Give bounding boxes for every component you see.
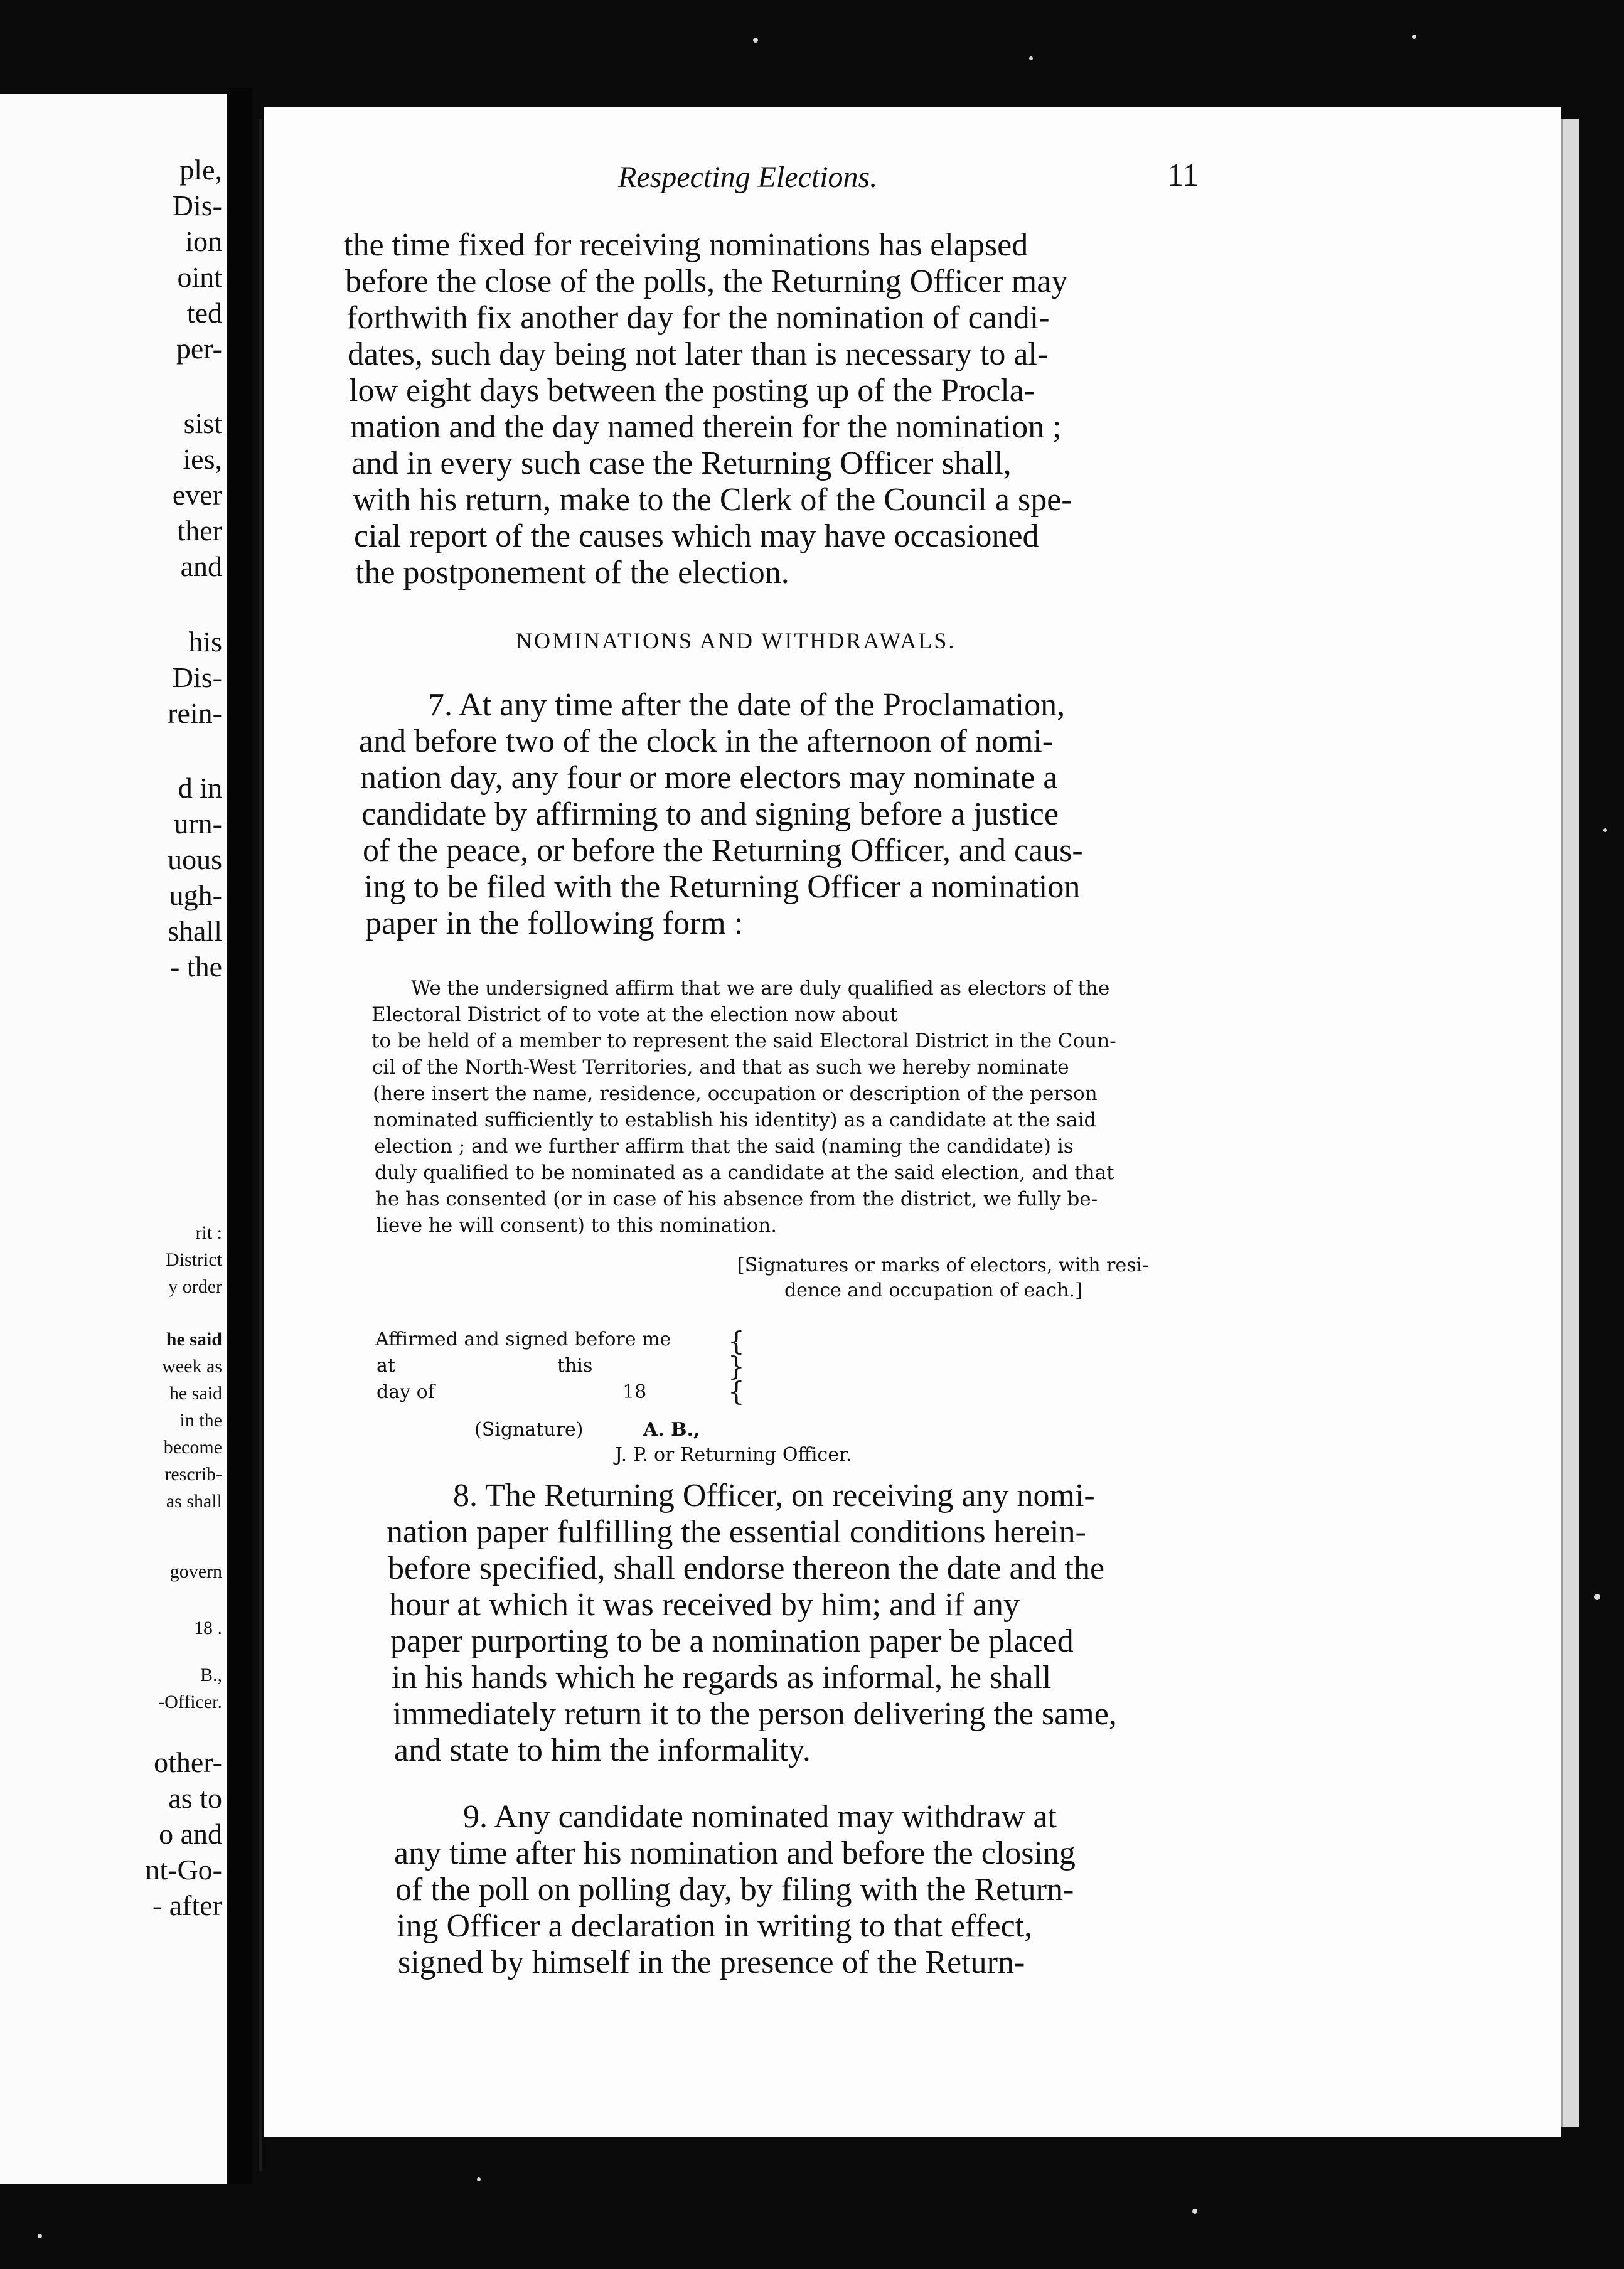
signatures-note-line: dence and occupation of each.] — [784, 1279, 1082, 1301]
form-line: We the undersigned affirm that we are duly qualified as electors of the — [411, 977, 1110, 1000]
signatures-note-line: [Signatures or marks of electors, with resi- — [737, 1254, 1149, 1276]
text-line: dates, such day being not later than is necessary to al- — [348, 336, 1049, 372]
text-line: nation day, any four or more electors may nominate a — [360, 760, 1058, 796]
left-page-text-fragment: o and — [159, 1818, 222, 1850]
text-line: paper purporting to be a nomination paper be placed — [390, 1623, 1074, 1659]
left-page-text-fragment: urn- — [174, 808, 222, 840]
left-page-text-fragment: 18 . — [194, 1618, 222, 1638]
text-line: 9. Any candidate nominated may withdraw at — [463, 1799, 1057, 1835]
left-page-text-fragment: he said — [166, 1329, 222, 1350]
left-page-text-fragment: y order — [168, 1276, 222, 1297]
running-head: Respecting Elections. — [618, 161, 878, 194]
text-line: with his return, make to the Clerk of the Council a spe- — [353, 482, 1072, 518]
form-line: (here insert the name, residence, occupation or description of the person — [373, 1082, 1098, 1105]
left-page-text-fragment: d in — [178, 772, 222, 804]
text-line: of the poll on polling day, by filing with the Return- — [395, 1872, 1074, 1908]
book-gutter — [227, 88, 252, 2184]
left-page-text-fragment: ple, — [179, 154, 222, 186]
left-page-text-fragment: ther — [177, 515, 222, 547]
text-line: any time after his nomination and before the closing — [394, 1835, 1076, 1871]
left-page-text-fragment: week as — [162, 1356, 222, 1377]
page-edge — [1561, 119, 1579, 2127]
left-page-text-fragment: Dis- — [172, 190, 222, 222]
left-page-text-fragment: as shall — [166, 1491, 222, 1512]
form-line: cil of the North-West Territories, and that as such we hereby nominate — [372, 1056, 1069, 1079]
left-page-text-fragment: ted — [186, 297, 222, 329]
text-line: 7. At any time after the date of the Proclamation, — [428, 687, 1066, 723]
left-page-text-fragment: he said — [169, 1383, 222, 1404]
left-page-text-fragment: oint — [177, 261, 222, 293]
left-page-text-fragment: ugh- — [169, 879, 222, 911]
left-page-text-fragment: rit : — [195, 1222, 222, 1243]
gutter-shadow-line — [259, 119, 262, 2171]
left-page-text-fragment: other- — [154, 1746, 222, 1778]
text-line: nation paper fulfilling the essential conditions herein- — [387, 1514, 1086, 1550]
dust-speck — [1594, 1594, 1600, 1600]
left-page-text-fragment: govern — [169, 1561, 222, 1582]
text-line: in his hands which he regards as informal, he shall — [392, 1660, 1052, 1695]
affirmation-at: at — [377, 1355, 395, 1377]
left-page-text-fragment: Dis- — [172, 661, 222, 693]
left-page-text-fragment: ever — [172, 479, 222, 511]
left-page-text-fragment: his — [188, 626, 222, 658]
left-page-text-fragment: rescrib- — [164, 1464, 222, 1485]
brace-glyph: { } { — [728, 1326, 745, 1407]
text-line: ing Officer a declaration in writing to that effect, — [397, 1908, 1033, 1944]
text-line: before specified, shall endorse thereon the date and the — [388, 1551, 1105, 1586]
text-line: and in every such case the Returning Officer shall, — [351, 446, 1012, 481]
text-line: low eight days between the posting up of the Procla- — [349, 373, 1035, 408]
form-line: to be held of a member to represent the said Electoral District in the Coun- — [371, 1030, 1116, 1052]
officer-title: J. P. or Returning Officer. — [615, 1444, 852, 1466]
text-line: ing to be filed with the Returning Officer a nomination — [364, 869, 1081, 905]
signature-label: (Signature) — [474, 1419, 584, 1441]
affirmation-year: 18 — [622, 1381, 647, 1403]
left-page-text-fragment: -Officer. — [158, 1692, 222, 1712]
text-line: signed by himself in the presence of the Return- — [398, 1945, 1025, 1980]
form-line: nominated sufficiently to establish his identity) as a candidate at the said — [373, 1109, 1097, 1131]
left-page-text-fragment: become — [163, 1437, 222, 1458]
left-page-text-fragment: per- — [176, 333, 222, 365]
signature-initials: A. B., — [643, 1419, 700, 1441]
left-page-text-fragment: rein- — [168, 697, 222, 729]
left-page-text-fragment: nt-Go- — [145, 1854, 222, 1886]
text-line: and state to him the informality. — [394, 1732, 811, 1768]
affirmation-day-of: day of — [377, 1381, 435, 1403]
left-facing-page — [0, 94, 227, 2184]
text-line: of the peace, or before the Returning Officer, and caus- — [363, 833, 1083, 868]
text-line: candidate by affirming to and signing before a justice — [361, 796, 1059, 832]
text-line: cial report of the causes which may have occasioned — [354, 518, 1039, 554]
text-line: paper in the following form : — [365, 905, 744, 941]
text-line: mation and the day named therein for the nomination ; — [350, 409, 1062, 445]
left-page-text-fragment: District — [166, 1249, 222, 1270]
left-page-text-fragment: B., — [200, 1665, 222, 1685]
left-page-text-fragment: ies, — [183, 443, 222, 475]
text-line: immediately return it to the person delivering the same, — [393, 1696, 1117, 1732]
left-page-text-fragment: as to — [168, 1782, 222, 1814]
dust-speck — [38, 2234, 42, 2238]
left-page-text-fragment: - after — [152, 1889, 222, 1921]
text-line: 8. The Returning Officer, on receiving any nomi- — [453, 1478, 1095, 1514]
left-page-text-fragment: and — [180, 550, 222, 582]
page-number: 11 — [1167, 157, 1199, 193]
text-line: forthwith fix another day for the nomination of candi- — [346, 300, 1050, 336]
affirmation-this: this — [557, 1355, 593, 1377]
dust-speck — [1029, 56, 1033, 60]
section-heading: NOMINATIONS AND WITHDRAWALS. — [516, 628, 956, 653]
affirmation-line: Affirmed and signed before me — [375, 1328, 671, 1350]
form-line: election ; and we further affirm that the said (naming the candidate) is — [374, 1135, 1074, 1158]
text-line: and before two of the clock in the afternoon of nomi- — [359, 723, 1054, 759]
left-page-text-fragment: in the — [179, 1410, 222, 1431]
left-page-text-fragment: uous — [168, 843, 222, 875]
dust-speck — [753, 38, 758, 43]
form-line: duly qualified to be nominated as a candidate at the said election, and that — [375, 1161, 1114, 1184]
text-line: before the close of the polls, the Returning Officer may — [345, 264, 1068, 299]
left-page-text-fragment: ion — [185, 225, 222, 257]
dust-speck — [1603, 828, 1607, 832]
dust-speck — [1412, 35, 1416, 39]
left-page-text-fragment: - the — [169, 951, 222, 983]
text-line: the time fixed for receiving nominations has elapsed — [344, 227, 1028, 263]
text-line: the postponement of the election. — [355, 555, 789, 590]
left-page-text-fragment: shall — [168, 915, 222, 947]
left-page-text-fragment: sist — [183, 407, 222, 439]
dust-speck — [1192, 2209, 1197, 2214]
dust-speck — [477, 2177, 481, 2181]
form-line: Electoral District of to vote at the election now about — [371, 1003, 898, 1026]
text-line: hour at which it was received by him; and if any — [389, 1587, 1020, 1623]
form-line: he has consented (or in case of his absence from the district, we fully be- — [375, 1188, 1098, 1210]
form-line: lieve he will consent) to this nomination. — [376, 1214, 777, 1237]
